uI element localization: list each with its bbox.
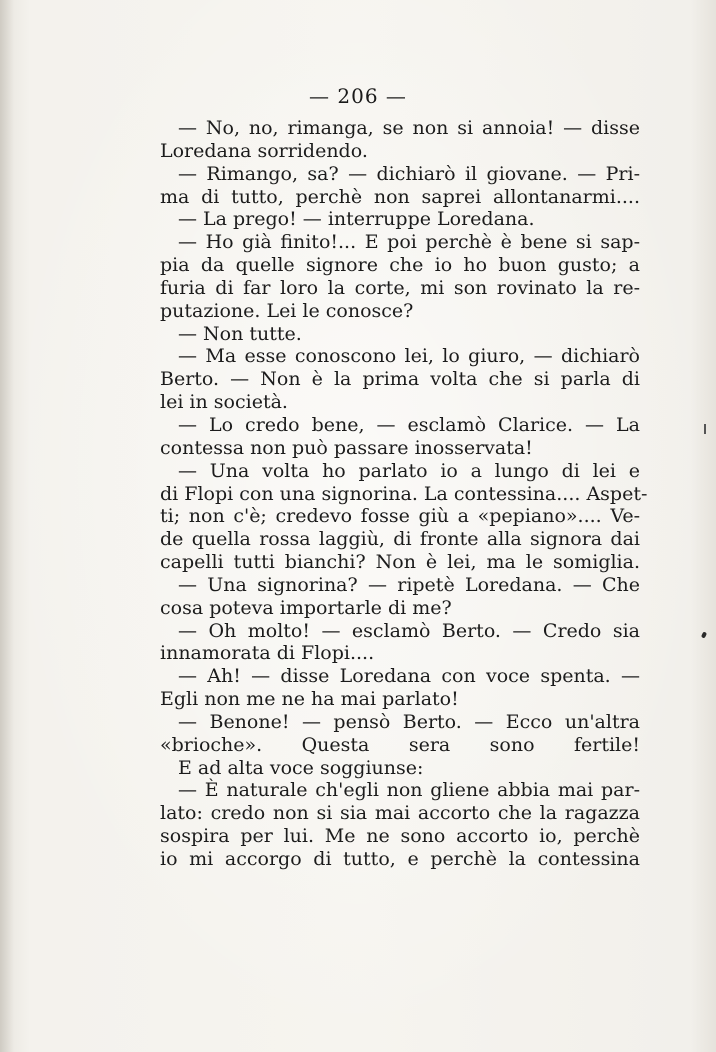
text-line: — È naturale ch'egli non gliene abbia mai par- [178,779,640,802]
text-line: — Benone! — pensò Berto. — Ecco un'altra [178,710,640,733]
text-line: innamorata di Flopi.... [160,642,375,665]
text-line: — Una volta ho parlato io a lungo di lei e [178,459,640,482]
text-line: — No, no, rimanga, se non si annoia! — disse [178,117,640,139]
text-line: Berto. — Non è la prima volta che si parla di [160,368,640,391]
text-line: ti; non c'è; credevo fosse giù a «pepiano».... Ve- [160,505,640,528]
text-line: Egli non me ne ha mai parlato! [160,688,459,711]
text-line: — Ma esse conoscono lei, lo giuro, — dichiarò [178,345,640,368]
text-line: capelli tutti bianchi? Non è lei, ma le somiglia. [160,551,640,574]
text-line: — Lo credo bene, — esclamò Clarice. — La [178,413,640,436]
text-line: putazione. Lei le conosce? [160,299,414,322]
page-number: — 206 — [309,84,407,108]
text-line: de quella rossa laggiù, di fronte alla signora dai [160,528,640,551]
body-text [160,117,648,871]
text-line: lato: credo non si sia mai accorto che la ragazza [160,802,640,825]
text-line: — Oh molto! — esclamò Berto. — Credo sia [178,619,640,642]
text-line: sospira per lui. Me ne sono accorto io, perchè [160,825,640,848]
text-line: — Ho già finito!... E poi perchè è bene si sap- [178,231,640,254]
text-line: pia da quelle signore che io ho buon gusto; a [160,254,640,277]
ink-speck [701,631,707,638]
text-line: ma di tutto, perchè non saprei allontanarmi.... [160,185,640,208]
text-line: — Una signorina? — ripetè Loredana. — Che [178,573,640,596]
text-line: io mi accorgo di tutto, e perchè la contessina [160,848,640,870]
text-line: cosa poteva importarle di me? [160,596,452,619]
text-line: di Flopi con una signorina. La contessina.... Aspet- [160,482,648,505]
text-line: — Non tutte. [178,322,302,345]
text-line: contessa non può passare inosservata! [160,436,533,459]
text-line: E ad alta voce soggiunse: [178,756,424,779]
text-line: — Rimango, sa? — dichiarò il giovane. — Pri- [178,162,640,185]
text-line: — La prego! — interruppe Loredana. [178,208,535,231]
text-line: «brioche». Questa sera sono fertile! [160,733,640,756]
page-edge-shadow [0,0,14,1052]
text-line: — Ah! — disse Loredana con voce spenta. — [178,665,640,688]
margin-mark [704,424,706,434]
text-line: lei in società. [160,391,288,414]
text-line: furia di far loro la corte, mi son rovinato la re- [160,276,640,299]
text-line: Loredana sorridendo. [160,139,368,162]
